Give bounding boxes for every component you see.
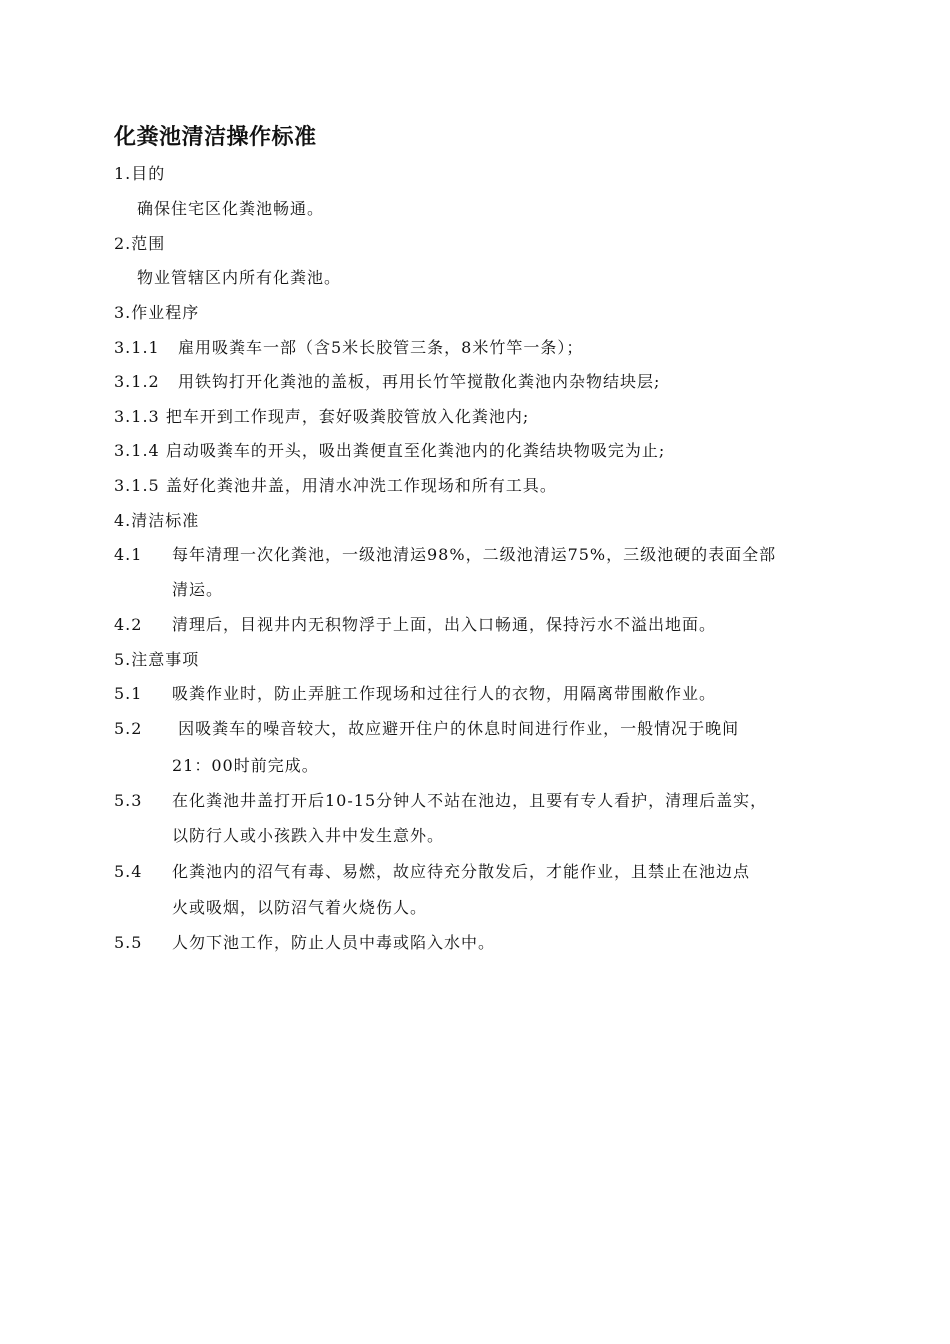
document-title: 化粪池清洁操作标准 — [114, 125, 317, 150]
item-number: 5.5 — [114, 933, 143, 952]
item-number: 4.2 — [114, 615, 143, 634]
standard-item-continuation: 清运。 — [172, 580, 224, 599]
precaution-item — [114, 862, 750, 882]
item-number: 4.1 — [114, 545, 143, 564]
precaution-item — [114, 791, 767, 811]
section-heading-standard: 4.清洁标准 — [114, 511, 200, 530]
section-heading-scope: 2.范围 — [114, 234, 166, 253]
item-text: 用铁钩打开化粪池的盖板，再用长竹竿搅散化粪池内杂物结块层; — [165, 372, 661, 391]
section-heading-purpose: 1.目的 — [114, 164, 166, 183]
item-number: 3.1.1 — [114, 338, 160, 357]
item-text: 在化粪池井盖打开后10-15分钟人不站在池边，且要有专人看护，清理后盖实， — [172, 791, 768, 810]
item-text: 盖好化粪池井盖，用清水冲洗工作现场和所有工具。 — [165, 476, 557, 495]
item-text: 吸粪作业时，防止弄脏工作现场和过往行人的衣物，用隔离带围敝作业。 — [172, 684, 717, 703]
item-number: 5.4 — [114, 862, 143, 881]
item-number: 5.1 — [114, 684, 143, 703]
precaution-item — [114, 719, 739, 739]
item-number: 3.1.5 — [114, 476, 160, 495]
precaution-item — [114, 933, 495, 953]
precaution-item — [114, 684, 716, 704]
item-text: 因吸粪车的噪音较大，故应避开住户的休息时间进行作业，一般情况于晚间 — [172, 719, 740, 738]
standard-item — [114, 615, 716, 635]
item-text: 把车开到工作现声，套好吸粪胶管放入化粪池内; — [165, 407, 530, 426]
item-text: 启动吸粪车的开头，吸出粪便直至化粪池内的化粪结块物吸完为止; — [165, 441, 666, 460]
section-heading-procedure: 3.作业程序 — [114, 303, 200, 322]
standard-item — [114, 545, 776, 565]
item-text: 人勿下池工作，防止人员中毒或陷入水中。 — [172, 933, 496, 952]
section-text-purpose: 确保住宅区化粪池畅通。 — [137, 199, 325, 218]
procedure-item — [114, 407, 529, 427]
precaution-item-continuation: 以防行人或小孩跌入井中发生意外。 — [172, 826, 445, 845]
procedure-item — [114, 372, 660, 392]
section-heading-precautions: 5.注意事项 — [114, 650, 200, 669]
procedure-item — [114, 441, 665, 461]
section-text-scope: 物业管辖区内所有化粪池。 — [137, 268, 342, 287]
item-text: 雇用吸粪车一部（含5米长胶管三条，8米竹竿一条）； — [165, 338, 584, 357]
precaution-item-continuation: 21：00时前完成。 — [172, 756, 319, 775]
item-number: 5.2 — [114, 719, 143, 738]
procedure-item — [114, 338, 583, 358]
item-text: 化粪池内的沼气有毒、易燃，故应待充分散发后，才能作业，且禁止在池边点 — [172, 862, 751, 881]
item-text: 每年清理一次化粪池，一级池清运98%，二级池清运75%，三级池硬的表面全部 — [172, 545, 777, 564]
item-number: 3.1.3 — [114, 407, 160, 426]
item-text: 清理后，目视井内无积物浮于上面，出入口畅通，保持污水不溢出地面。 — [172, 615, 717, 634]
item-number: 3.1.4 — [114, 441, 160, 460]
procedure-item — [114, 476, 557, 496]
item-number: 3.1.2 — [114, 372, 160, 391]
precaution-item-continuation: 火或吸烟，以防沼气着火烧伤人。 — [172, 898, 428, 917]
item-number: 5.3 — [114, 791, 143, 810]
